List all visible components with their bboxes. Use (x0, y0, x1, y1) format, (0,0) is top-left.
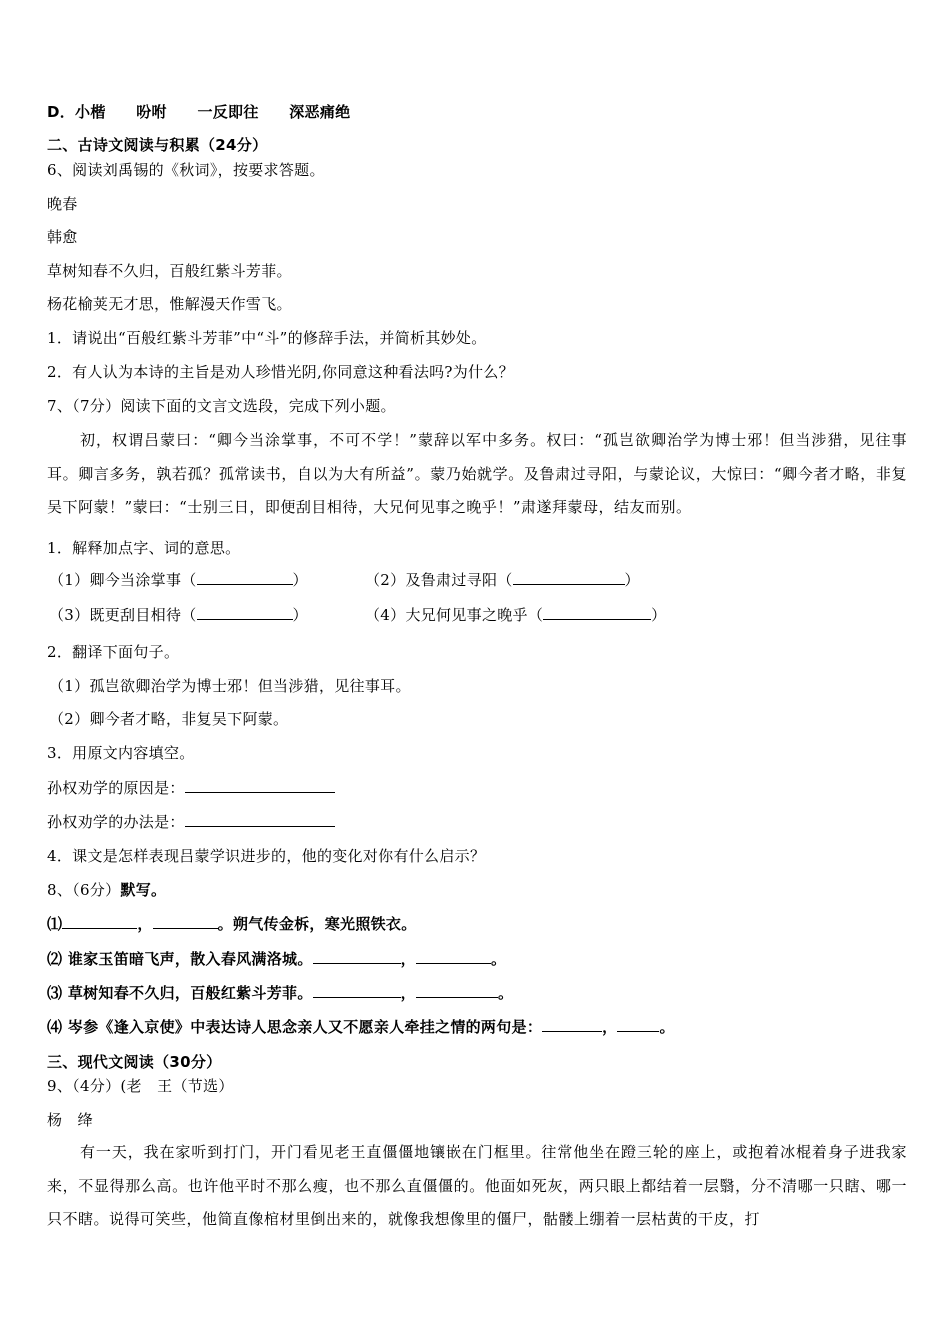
modern-passage (47, 1136, 907, 1237)
close-paren: ） (624, 571, 640, 589)
q8-item-3-text: ⑶ 草树知春不久归，百般红紫斗芳菲。 (47, 984, 313, 1002)
poem-author: 韩愈 (47, 228, 78, 246)
article-author: 杨 绛 (47, 1111, 93, 1129)
period: 。 (497, 984, 514, 1002)
question-6: 6、阅读刘禹锡的《秋词》，按要求答题。 (47, 161, 325, 179)
classical-passage-text: 初，权谓吕蒙曰：“卿今当涂掌事，不可不学！”蒙辞以军中多务。权曰：“孤岂欲卿治学为博士邪！但当涉猎，见往事耳。卿言多务，孰若孤？孤常读书，自以为大有所益”。蒙乃始就学。及鲁肃过寻阳，与蒙论议，大惊曰：“卿今者才略，非复吴下阿蒙！”蒙曰：“士别三日，即便刮目相待，大兄何见事之晚乎！”肃遂拜蒙母，结友而别。 (47, 431, 907, 516)
poem-title: 晚春 (47, 195, 78, 213)
q7-item-2-text: （2）及鲁肃过寻阳（ (365, 571, 513, 589)
q8-item-2-text: ⑵ 谁家玉笛暗飞声，散入春风满洛城。 (47, 950, 313, 968)
q8-item-2 (47, 949, 506, 969)
comma: ， (137, 915, 153, 933)
q7-item-4 (365, 605, 666, 625)
period: 。 (490, 950, 507, 968)
q7-item-2 (365, 570, 640, 590)
question-8-title: 默写。 (120, 881, 167, 899)
q8-item-1-text: 。朔气传金柝，寒光照铁衣。 (217, 915, 417, 933)
q7-sub-3: 3．用原文内容填空。 (47, 744, 195, 762)
q8-item-3 (47, 983, 513, 1003)
q7-fill-1-text: 孙权劝学的原因是： (47, 779, 185, 797)
question-9: 9、（4分）(老 王（节选） (47, 1077, 234, 1095)
answer-blank[interactable] (197, 570, 293, 585)
q7-fill-2-text: 孙权劝学的办法是： (47, 813, 185, 831)
answer-blank[interactable] (185, 778, 335, 793)
question-7: 7、（7分）阅读下面的文言文选段，完成下列小题。 (47, 397, 396, 415)
q7-item-1-text: （1）卿今当涂掌事（ (49, 571, 197, 589)
q7-item-3 (49, 605, 308, 625)
answer-blank[interactable] (153, 914, 218, 929)
close-paren: ） (292, 571, 308, 589)
q8-item-4 (47, 1017, 675, 1037)
answer-blank[interactable] (416, 949, 491, 964)
classical-passage (47, 424, 907, 525)
answer-blank[interactable] (542, 1017, 602, 1032)
poem-line-2: 杨花榆荚无才思，惟解漫天作雪飞。 (47, 295, 292, 313)
option-d: D．小楷 吩咐 一反即往 深恶痛绝 (47, 103, 351, 121)
q7-sub-1: 1．解释加点字、词的意思。 (47, 539, 241, 557)
answer-blank[interactable] (197, 605, 293, 620)
answer-blank[interactable] (62, 914, 137, 929)
poem-line-1: 草树知春不久归，百般红紫斗芳菲。 (47, 262, 292, 280)
q7-item-1 (49, 570, 308, 590)
q7-item-3-text: （3）既更刮目相待（ (49, 606, 197, 624)
close-paren: ） (292, 606, 308, 624)
comma: ， (400, 950, 416, 968)
q8-item-1 (47, 914, 417, 934)
question-8-number: 8、（6分） (47, 881, 121, 899)
q6-sub-2: 2．有人认为本诗的主旨是劝人珍惜光阴,你同意这种看法吗?为什么？ (47, 363, 514, 381)
section-2-heading: 二、古诗文阅读与积累（24分） (47, 136, 268, 154)
answer-blank[interactable] (416, 983, 498, 998)
section-3-heading: 三、现代文阅读（30分） (47, 1053, 222, 1071)
q6-sub-1: 1．请说出“百般红紫斗芳菲”中“斗”的修辞手法，并简析其妙处。 (47, 329, 487, 347)
q7-fill-2 (47, 812, 335, 832)
period: 。 (659, 1018, 675, 1036)
answer-blank[interactable] (513, 570, 625, 585)
comma: ， (602, 1018, 618, 1036)
answer-blank[interactable] (543, 605, 651, 620)
q7-sub-2: 2．翻译下面句子。 (47, 643, 180, 661)
modern-passage-text: 有一天，我在家听到打门，开门看见老王直僵僵地镶嵌在门框里。往常他坐在蹬三轮的座上，或抱着冰棍着身子进我家来，不显得那么高。也许他平时不那么瘦，也不那么直僵僵的。他面如死灰，两只眼上都结着一层翳，分不清哪一只瞎、哪一只不瞎。说得可笑些，他简直像棺材里倒出来的，就像我想像里的僵尸，骷髅上绷着一层枯黄的干皮，打 (47, 1143, 907, 1228)
q8-item-1-number: ⑴ (47, 915, 63, 933)
comma: ， (400, 984, 416, 1002)
q7-item-4-text: （4）大兄何见事之晚乎（ (365, 606, 544, 624)
answer-blank[interactable] (313, 949, 401, 964)
q8-item-4-text: ⑷ 岑参《逢入京使》中表达诗人思念亲人又不愿亲人牵挂之情的两句是： (47, 1018, 543, 1036)
answer-blank[interactable] (617, 1017, 659, 1032)
q7-translate-1: （1）孤岂欲卿治学为博士邪！但当涉猎，见往事耳。 (49, 677, 411, 695)
answer-blank[interactable] (313, 983, 401, 998)
q7-sub-4: 4．课文是怎样表现吕蒙学识进步的，他的变化对你有什么启示？ (47, 847, 486, 865)
q7-fill-1 (47, 778, 335, 798)
answer-blank[interactable] (185, 812, 335, 827)
q7-translate-2: （2）卿今者才略，非复吴下阿蒙。 (49, 710, 289, 728)
question-8 (47, 880, 166, 900)
close-paren: ） (651, 606, 667, 624)
